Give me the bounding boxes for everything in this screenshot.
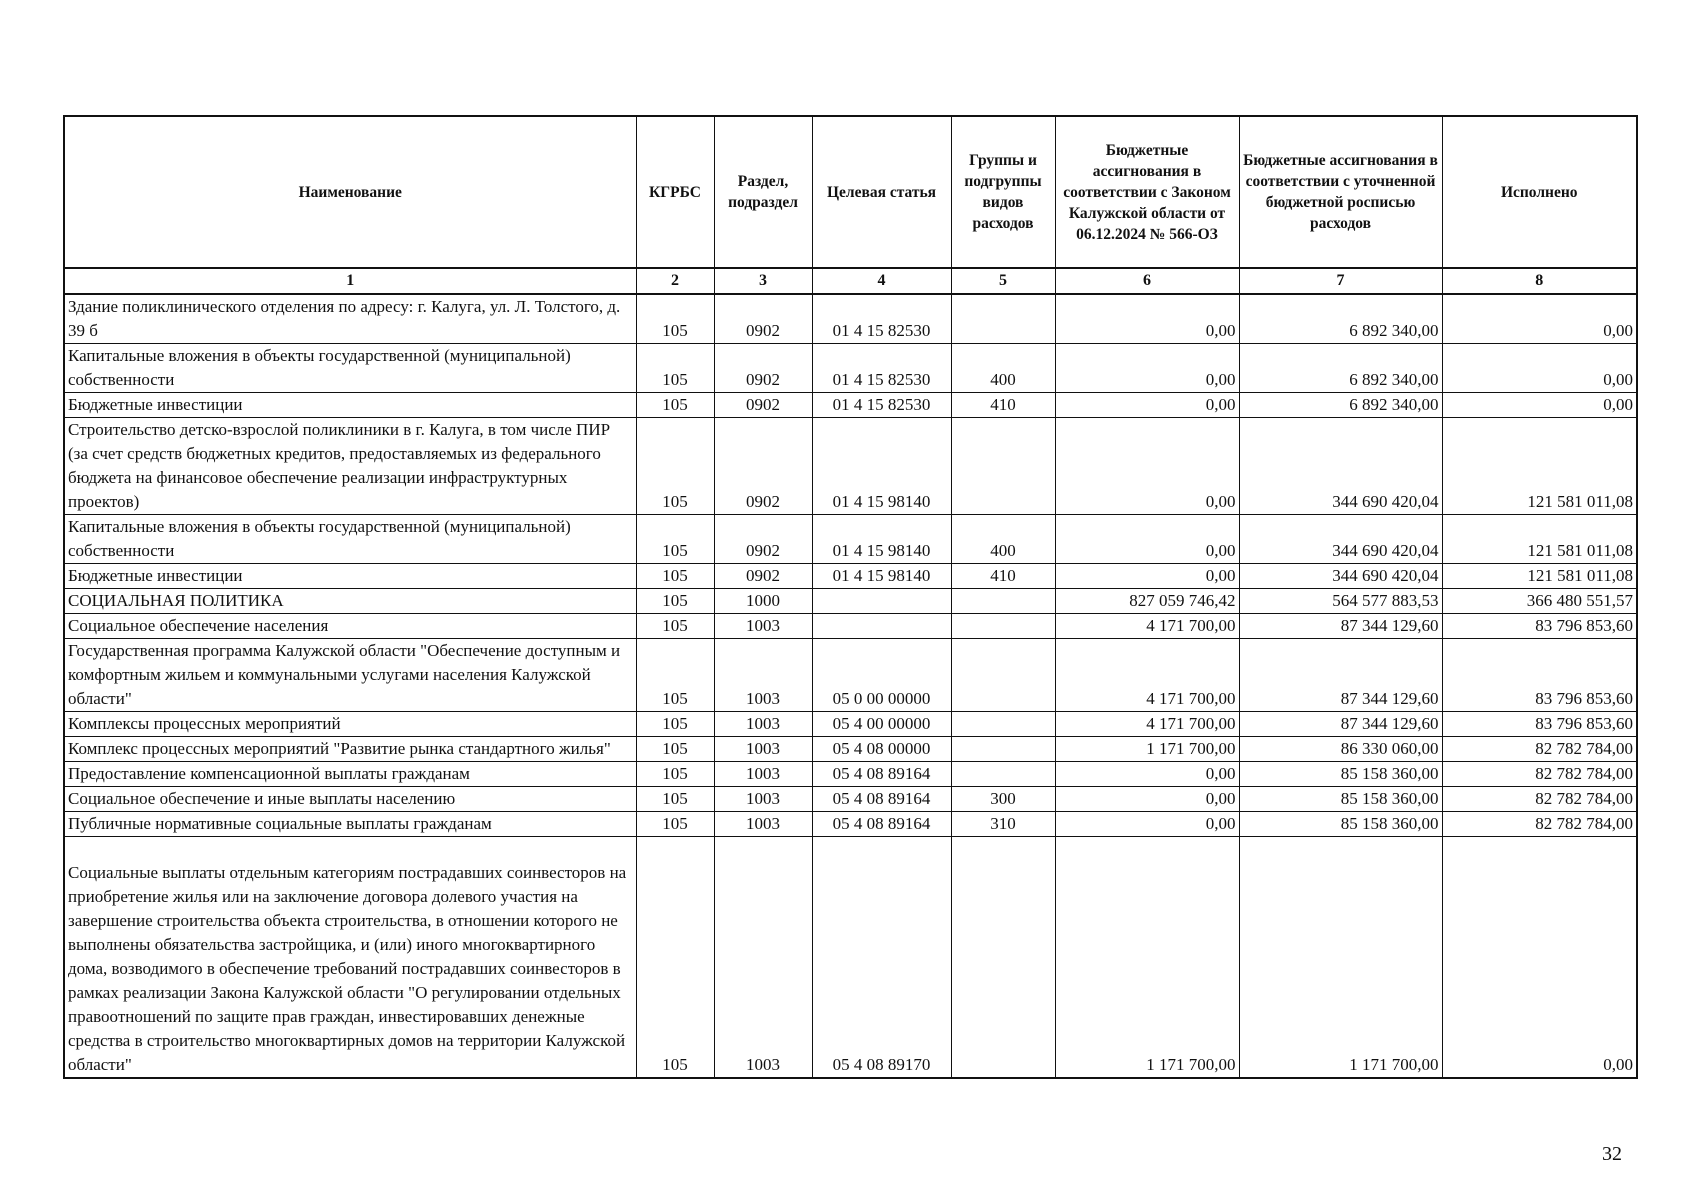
- row-section: 0902: [714, 418, 812, 515]
- table-row: [64, 712, 1637, 737]
- row-section: 1003: [714, 639, 812, 712]
- header-target-article: Целевая статья: [812, 116, 951, 268]
- row-kgrbs: 105: [636, 737, 714, 762]
- table-row: [64, 515, 1637, 564]
- row-law-amount: 0,00: [1055, 294, 1239, 344]
- row-section: 1003: [714, 737, 812, 762]
- column-number: 3: [714, 268, 812, 294]
- row-target: 05 4 08 89164: [812, 762, 951, 787]
- row-group: [951, 837, 1055, 1079]
- row-kgrbs: 105: [636, 418, 714, 515]
- row-executed-amount: 121 581 011,08: [1442, 418, 1637, 515]
- table-row: [64, 418, 1637, 515]
- row-name: Социальное обеспечение населения: [64, 614, 636, 639]
- row-law-amount: 1 171 700,00: [1055, 737, 1239, 762]
- row-law-amount: 0,00: [1055, 344, 1239, 393]
- row-group: 300: [951, 787, 1055, 812]
- row-law-amount: 0,00: [1055, 515, 1239, 564]
- row-law-amount: 0,00: [1055, 762, 1239, 787]
- row-group: [951, 614, 1055, 639]
- row-refined-amount: 6 892 340,00: [1239, 294, 1442, 344]
- row-refined-amount: 6 892 340,00: [1239, 344, 1442, 393]
- row-refined-amount: 85 158 360,00: [1239, 812, 1442, 837]
- table-row: [64, 812, 1637, 837]
- table-row: [64, 589, 1637, 614]
- row-law-amount: 0,00: [1055, 418, 1239, 515]
- row-target: 05 4 08 89164: [812, 812, 951, 837]
- table-header-row: [64, 116, 1637, 268]
- row-refined-amount: 564 577 883,53: [1239, 589, 1442, 614]
- row-section: 1003: [714, 837, 812, 1079]
- row-target: 01 4 15 82530: [812, 294, 951, 344]
- row-target: 05 4 08 89170: [812, 837, 951, 1079]
- row-law-amount: 4 171 700,00: [1055, 639, 1239, 712]
- row-group: 310: [951, 812, 1055, 837]
- table-row: [64, 787, 1637, 812]
- row-name: Капитальные вложения в объекты государственной (муниципальной) собственности: [64, 515, 636, 564]
- row-kgrbs: 105: [636, 837, 714, 1079]
- row-refined-amount: 85 158 360,00: [1239, 762, 1442, 787]
- row-executed-amount: 121 581 011,08: [1442, 515, 1637, 564]
- row-target: 01 4 15 82530: [812, 393, 951, 418]
- column-number: 6: [1055, 268, 1239, 294]
- column-number: 7: [1239, 268, 1442, 294]
- row-name: Бюджетные инвестиции: [64, 393, 636, 418]
- row-kgrbs: 105: [636, 344, 714, 393]
- column-number: 4: [812, 268, 951, 294]
- row-group: [951, 294, 1055, 344]
- budget-table: [63, 115, 1638, 1079]
- row-kgrbs: 105: [636, 515, 714, 564]
- column-number: 8: [1442, 268, 1637, 294]
- column-number: 2: [636, 268, 714, 294]
- row-group: [951, 589, 1055, 614]
- row-refined-amount: 86 330 060,00: [1239, 737, 1442, 762]
- row-group: [951, 639, 1055, 712]
- row-name: Здание поликлинического отделения по адресу: г. Калуга, ул. Л. Толстого, д. 39 б: [64, 294, 636, 344]
- header-section: Раздел, подраздел: [714, 116, 812, 268]
- row-target: 05 4 00 00000: [812, 712, 951, 737]
- row-kgrbs: 105: [636, 564, 714, 589]
- table-row: [64, 564, 1637, 589]
- row-target: [812, 614, 951, 639]
- row-law-amount: 827 059 746,42: [1055, 589, 1239, 614]
- row-name: СОЦИАЛЬНАЯ ПОЛИТИКА: [64, 589, 636, 614]
- row-name: Комплексы процессных мероприятий: [64, 712, 636, 737]
- row-refined-amount: 344 690 420,04: [1239, 418, 1442, 515]
- row-target: 05 4 08 00000: [812, 737, 951, 762]
- row-refined-amount: 344 690 420,04: [1239, 564, 1442, 589]
- row-target: 01 4 15 98140: [812, 515, 951, 564]
- row-law-amount: 4 171 700,00: [1055, 614, 1239, 639]
- row-law-amount: 0,00: [1055, 812, 1239, 837]
- row-group: 400: [951, 515, 1055, 564]
- table-row: [64, 837, 1637, 1079]
- row-kgrbs: 105: [636, 294, 714, 344]
- row-executed-amount: 82 782 784,00: [1442, 737, 1637, 762]
- row-group: [951, 418, 1055, 515]
- column-numbers-row: [64, 268, 1637, 294]
- row-executed-amount: 0,00: [1442, 294, 1637, 344]
- row-group: 410: [951, 393, 1055, 418]
- row-executed-amount: 83 796 853,60: [1442, 614, 1637, 639]
- row-group: 410: [951, 564, 1055, 589]
- row-kgrbs: 105: [636, 762, 714, 787]
- row-target: [812, 589, 951, 614]
- row-name: Государственная программа Калужской области "Обеспечение доступным и комфортным жильем и коммунальными услугами населения Калужской области": [64, 639, 636, 712]
- table-row: [64, 737, 1637, 762]
- table-row: [64, 762, 1637, 787]
- row-section: 1003: [714, 712, 812, 737]
- row-section: 0902: [714, 344, 812, 393]
- row-group: [951, 762, 1055, 787]
- table-row: [64, 393, 1637, 418]
- row-refined-amount: 87 344 129,60: [1239, 639, 1442, 712]
- row-group: [951, 712, 1055, 737]
- row-kgrbs: 105: [636, 393, 714, 418]
- column-number: 5: [951, 268, 1055, 294]
- row-name: Капитальные вложения в объекты государственной (муниципальной) собственности: [64, 344, 636, 393]
- row-law-amount: 0,00: [1055, 564, 1239, 589]
- header-executed: Исполнено: [1442, 116, 1637, 268]
- row-executed-amount: 82 782 784,00: [1442, 812, 1637, 837]
- row-target: 05 4 08 89164: [812, 787, 951, 812]
- column-number: 1: [64, 268, 636, 294]
- row-kgrbs: 105: [636, 639, 714, 712]
- row-law-amount: 1 171 700,00: [1055, 837, 1239, 1079]
- header-name: Наименование: [64, 116, 636, 268]
- row-name: Бюджетные инвестиции: [64, 564, 636, 589]
- row-law-amount: 0,00: [1055, 787, 1239, 812]
- row-law-amount: 4 171 700,00: [1055, 712, 1239, 737]
- row-executed-amount: 0,00: [1442, 344, 1637, 393]
- row-target: 01 4 15 98140: [812, 564, 951, 589]
- row-name: Социальное обеспечение и иные выплаты населению: [64, 787, 636, 812]
- row-executed-amount: 82 782 784,00: [1442, 787, 1637, 812]
- row-group: [951, 737, 1055, 762]
- row-name: Строительство детско-взрослой поликлиники в г. Калуга, в том числе ПИР (за счет средств бюджетных кредитов, предоставляемых из федерального бюджета на финансовое обеспечение реализации инфраструктурных проектов): [64, 418, 636, 515]
- row-kgrbs: 105: [636, 812, 714, 837]
- row-section: 1003: [714, 787, 812, 812]
- row-refined-amount: 85 158 360,00: [1239, 787, 1442, 812]
- row-executed-amount: 366 480 551,57: [1442, 589, 1637, 614]
- header-law-allocations: Бюджетные ассигнования в соответствии с Законом Калужской области от 06.12.2024 № 566-ОЗ: [1055, 116, 1239, 268]
- row-executed-amount: 121 581 011,08: [1442, 564, 1637, 589]
- row-executed-amount: 0,00: [1442, 837, 1637, 1079]
- row-section: 1000: [714, 589, 812, 614]
- row-name: Комплекс процессных мероприятий "Развитие рынка стандартного жилья": [64, 737, 636, 762]
- table-row: [64, 639, 1637, 712]
- header-refined-allocations: Бюджетные ассигнования в соответствии с уточненной бюджетной росписью расходов: [1239, 116, 1442, 268]
- row-refined-amount: 344 690 420,04: [1239, 515, 1442, 564]
- header-expense-groups: Группы и подгруппы видов расходов: [951, 116, 1055, 268]
- row-section: 1003: [714, 812, 812, 837]
- row-executed-amount: 83 796 853,60: [1442, 712, 1637, 737]
- row-kgrbs: 105: [636, 614, 714, 639]
- page-number: 32: [1602, 1143, 1622, 1165]
- row-section: 0902: [714, 515, 812, 564]
- row-section: 0902: [714, 393, 812, 418]
- row-kgrbs: 105: [636, 712, 714, 737]
- row-name: Социальные выплаты отдельным категориям пострадавших соинвесторов на приобретение жилья или на заключение договора долевого участия на завершение строительства объекта строительства, в отношении которого не выполнены обязательства застройщика, и (или) иного многоквартирного дома, возводимого в обеспечение требований пострадавших соинвесторов в рамках реализации Закона Калужской области "О регулировании отдельных правоотношений по защите прав граждан, инвестировавших денежные средства в строительство многоквартирных домов на территории Калужской области": [64, 837, 636, 1079]
- table-row: [64, 344, 1637, 393]
- row-section: 1003: [714, 762, 812, 787]
- row-refined-amount: 6 892 340,00: [1239, 393, 1442, 418]
- row-executed-amount: 0,00: [1442, 393, 1637, 418]
- row-group: 400: [951, 344, 1055, 393]
- header-kgrbs: КГРБС: [636, 116, 714, 268]
- row-refined-amount: 87 344 129,60: [1239, 712, 1442, 737]
- row-executed-amount: 82 782 784,00: [1442, 762, 1637, 787]
- table-row: [64, 614, 1637, 639]
- row-name: Предоставление компенсационной выплаты гражданам: [64, 762, 636, 787]
- row-refined-amount: 87 344 129,60: [1239, 614, 1442, 639]
- row-refined-amount: 1 171 700,00: [1239, 837, 1442, 1079]
- row-executed-amount: 83 796 853,60: [1442, 639, 1637, 712]
- row-target: 01 4 15 82530: [812, 344, 951, 393]
- row-target: 01 4 15 98140: [812, 418, 951, 515]
- row-section: 0902: [714, 294, 812, 344]
- row-section: 0902: [714, 564, 812, 589]
- row-kgrbs: 105: [636, 787, 714, 812]
- row-target: 05 0 00 00000: [812, 639, 951, 712]
- row-section: 1003: [714, 614, 812, 639]
- table-row: [64, 294, 1637, 344]
- row-kgrbs: 105: [636, 589, 714, 614]
- row-law-amount: 0,00: [1055, 393, 1239, 418]
- row-name: Публичные нормативные социальные выплаты гражданам: [64, 812, 636, 837]
